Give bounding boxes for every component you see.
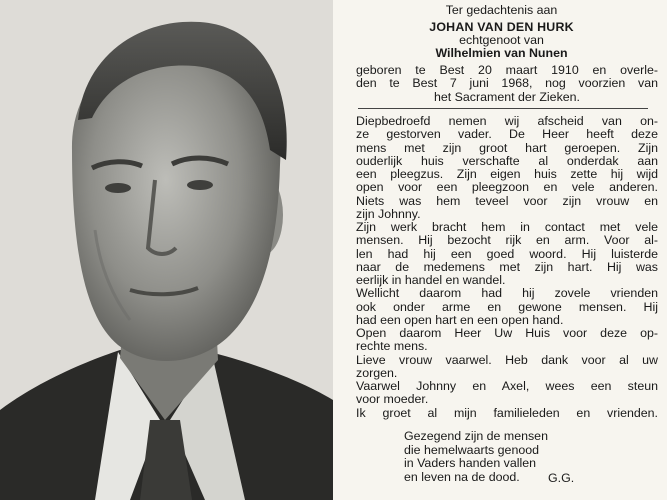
spouse-relation: echtgenoot van — [459, 33, 544, 47]
eulogy-line: len had hij een goed woord. Hij luisterde — [356, 246, 658, 261]
eulogy-line: Lieve vrouw vaarwel. Heb dank voor al uw — [356, 352, 658, 367]
eulogy-line: voor moeder. — [356, 392, 429, 407]
eulogy-line: ze gestorven vader. De Heer heeft deze — [356, 127, 658, 142]
eulogy-line: Ik groet al mijn familieleden en vrienden. — [356, 405, 658, 420]
eulogy-line: Vaarwel Johnny en Axel, wees een steun — [356, 379, 658, 393]
signature: G.G. — [548, 471, 575, 485]
eulogy-line: rechte mens. — [356, 339, 428, 354]
eulogy-line: ook onder arme en gewone mensen. Hij — [356, 299, 658, 314]
eulogy-line: Niets was hem teveel voor zijn vrouw en — [356, 193, 658, 208]
eulogy-line: een pleegzus. Zijn eigen huis zette hij wijd — [356, 167, 658, 181]
eulogy-line: mens met zijn groot hart geroepen. Zijn — [356, 140, 658, 155]
portrait-photo — [0, 0, 333, 500]
eulogy-line: Zijn werk bracht hem in contact met vele — [356, 220, 658, 234]
poem — [404, 430, 548, 484]
spouse-name: Wilhelmien van Nunen — [435, 46, 568, 60]
poem-line: Gezegend zijn de mensen — [404, 429, 548, 443]
memorial-text — [336, 0, 667, 500]
dates-line: het Sacrament der Zieken. — [433, 89, 580, 104]
eulogy-text — [356, 115, 658, 420]
eulogy-line: Diepbedroefd nemen wij afscheid van on- — [356, 114, 658, 128]
eulogy-line: zijn Johnny. — [356, 206, 421, 221]
divider-line — [358, 108, 648, 109]
intro-line: Ter gedachtenis aan — [445, 3, 558, 17]
deceased-name: JOHAN VAN DEN HURK — [429, 20, 574, 34]
poem-line: die hemelwaarts genood — [404, 442, 540, 457]
eulogy-line: ouderlijk huis verschafte al onderdak aan — [356, 153, 658, 168]
life-dates — [356, 64, 658, 104]
dates-line: geboren te Best 20 maart 1910 en overle- — [356, 63, 658, 77]
eulogy-line: naar de medemens met zijn hart. Hij was — [356, 259, 658, 274]
eulogy-line: Wellicht daarom had hij zovele vrienden — [356, 286, 658, 301]
poem-line: en leven na de dood. — [404, 469, 520, 484]
eulogy-line: eerlijk in handel en wandel. — [356, 273, 506, 287]
poem-line: in Vaders handen vallen — [404, 456, 537, 470]
eulogy-line: Open daarom Heer Uw Huis voor deze op- — [356, 326, 658, 340]
eulogy-line: had een open hart en een open hand. — [356, 312, 564, 327]
eulogy-line: open voor een pleegzoon en vele anderen. — [356, 180, 658, 195]
eulogy-line: mensen. Hij bezocht rijk en arm. Voor al- — [356, 233, 658, 248]
eulogy-line: zorgen. — [356, 365, 398, 380]
dates-line: den te Best 7 juni 1968, nog voorzien van — [356, 76, 658, 91]
